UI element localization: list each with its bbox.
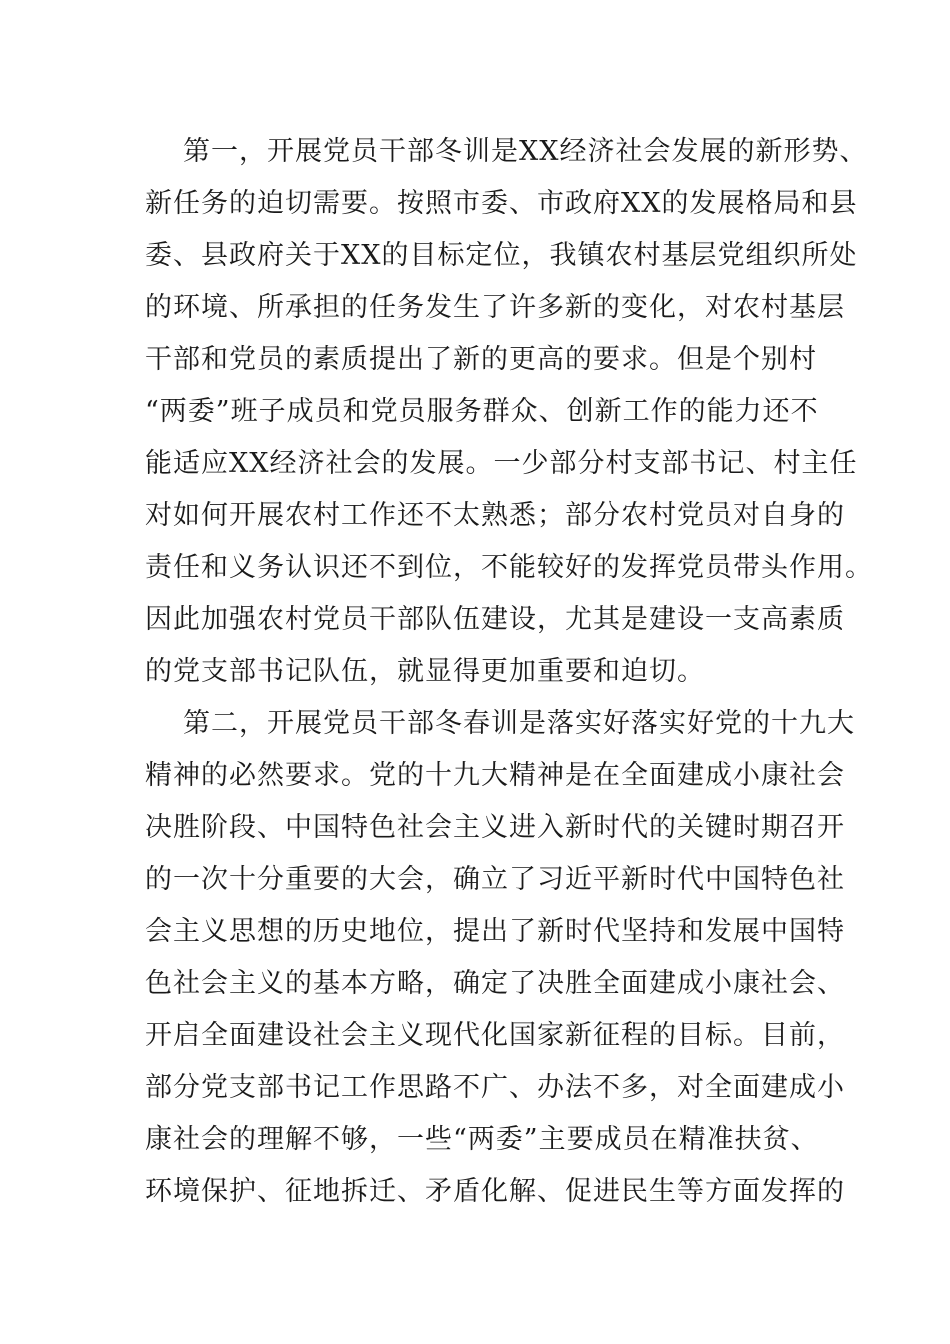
paragraph-line: 康社会的理解不够，一些“两委”主要成员在精准扶贫、 <box>145 1124 819 1155</box>
paragraph-line: 决胜阶段、中国特色社会主义进入新时代的关键时期召开 <box>145 812 845 843</box>
paragraph-line: 精神的必然要求。党的十九大精神是在全面建成小康社会 <box>145 760 845 791</box>
paragraph-line: 的环境、所承担的任务发生了许多新的变化，对农村基层 <box>145 292 845 323</box>
paragraph-line: 部分党支部书记工作思路不广、办法不多，对全面建成小 <box>145 1072 845 1103</box>
paragraph-line: 因此加强农村党员干部队伍建设，尤其是建设一支高素质 <box>145 604 845 635</box>
paragraph-line: 的一次十分重要的大会，确立了习近平新时代中国特色社 <box>145 864 845 895</box>
paragraph-2 <box>145 698 855 1218</box>
paragraph-line: 干部和党员的素质提出了新的更高的要求。但是个别村 <box>145 344 817 375</box>
paragraph-line: 委、县政府关于XX的目标定位，我镇农村基层党组织所处 <box>145 240 858 271</box>
paragraph-line: 对如何开展农村工作还不太熟悉；部分农村党员对自身的 <box>145 500 845 531</box>
paragraph-1 <box>145 126 873 698</box>
paragraph-line: 环境保护、征地拆迁、矛盾化解、促进民生等方面发挥的 <box>145 1176 845 1207</box>
paragraph-line: 开启全面建设社会主义现代化国家新征程的目标。目前， <box>145 1020 845 1051</box>
paragraph-line: 第二，开展党员干部冬春训是落实好落实好党的十九大 <box>183 708 855 739</box>
paragraph-line: 新任务的迫切需要。按照市委、市政府XX的发展格局和县 <box>145 188 858 219</box>
paragraph-line: 色社会主义的基本方略，确定了决胜全面建成小康社会、 <box>145 968 845 999</box>
paragraph-line: 第一，开展党员干部冬训是XX经济社会发展的新形势、 <box>183 136 868 167</box>
paragraph-line: 责任和义务认识还不到位，不能较好的发挥党员带头作用。 <box>145 552 873 583</box>
paragraph-line: 的党支部书记队伍，就显得更加重要和迫切。 <box>145 656 705 687</box>
paragraph-line: 会主义思想的历史地位，提出了新时代坚持和发展中国特 <box>145 916 845 947</box>
paragraph-line: 能适应XX经济社会的发展。一少部分村支部书记、村主任 <box>145 448 858 479</box>
paragraph-line: “两委”班子成员和党员服务群众、创新工作的能力还不 <box>145 396 819 427</box>
